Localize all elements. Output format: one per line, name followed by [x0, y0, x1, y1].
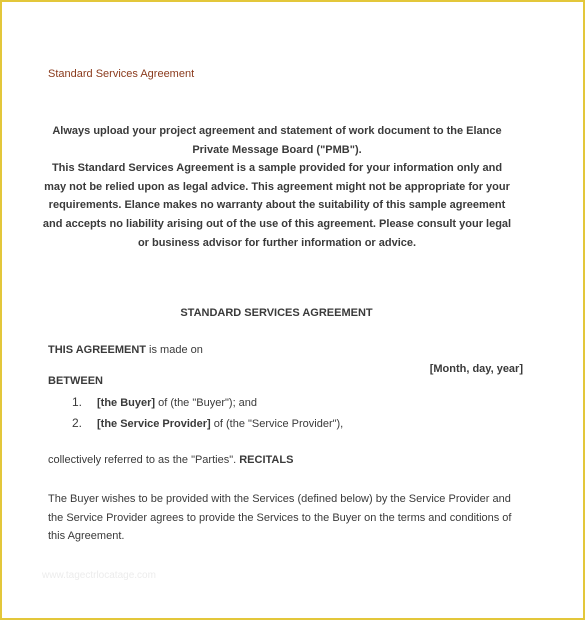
document-title: Standard Services Agreement	[48, 68, 195, 80]
agreement-heading: STANDARD SERVICES AGREEMENT	[180, 307, 373, 319]
party-name: [the Buyer]	[97, 397, 156, 409]
recitals-label: RECITALS	[239, 454, 294, 466]
watermark-text: www.tagectrlocatage.com	[42, 570, 156, 581]
party-item-service-provider	[72, 415, 343, 436]
collective-text: collectively referred to as the "Parties".	[48, 454, 240, 466]
date-placeholder: [Month, day, year]	[429, 363, 523, 375]
this-agreement-label: THIS AGREEMENT	[48, 344, 146, 356]
party-name: [the Service Provider]	[97, 418, 211, 430]
party-role: of (the "Service Provider"),	[210, 418, 344, 430]
recital-paragraph: The Buyer wishes to be provided with the Services (defined below) by the Service Provider and the Service Provider agrees to provide the Services to the Buyer on the terms and conditions of this Agreement.	[48, 493, 512, 543]
agreement-date-line	[48, 344, 203, 356]
party-role: of (the "Buyer"); and	[155, 397, 258, 409]
collective-parties-line	[48, 454, 293, 466]
between-label: BETWEEN	[48, 375, 103, 387]
disclaimer-upload-notice: Always upload your project agreement and statement of work document to the Elance Private Message Board ("PMB").	[52, 125, 502, 156]
list-number: 2.	[72, 416, 83, 430]
parties-list	[72, 394, 343, 436]
made-on-text: is made on	[146, 344, 203, 356]
disclaimer-legal-notice: This Standard Services Agreement is a sample provided for your information only and may not be relied upon as legal advice. This agreement might not be appropriate for your requirements. Elance makes no warranty about the suitability of this sample agreement and accepts no liability arising out of the use of this agreement. Please consult your legal or business advisor for further information or advice.	[42, 162, 512, 249]
disclaimer-block	[42, 122, 512, 252]
list-number: 1.	[72, 395, 83, 409]
party-item-buyer	[72, 394, 343, 415]
